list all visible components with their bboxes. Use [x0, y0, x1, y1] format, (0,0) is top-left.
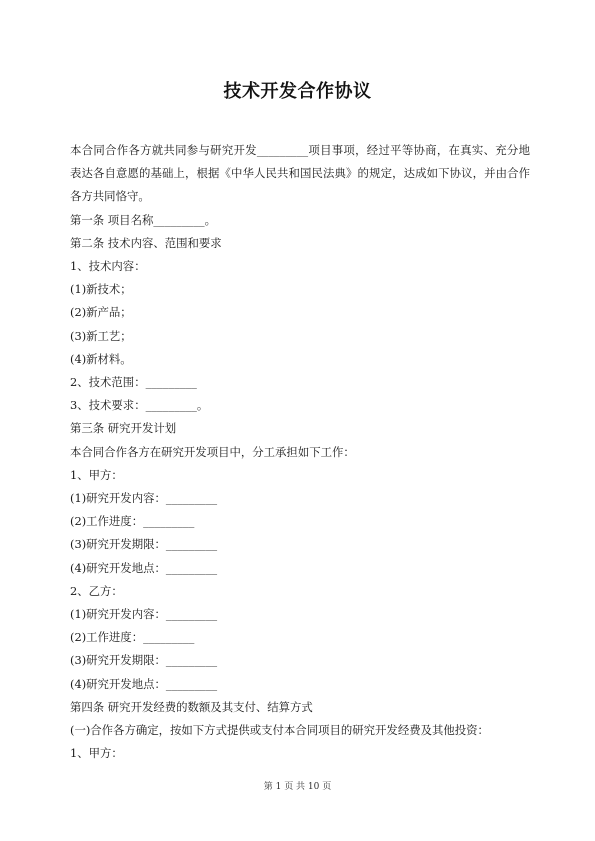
list-item: (1)研究开发内容：_________	[70, 491, 218, 506]
party-b-label: 2、乙方：	[70, 583, 123, 598]
party-a-label: 1、甲方：	[70, 746, 123, 761]
tech-content-label: 1、技术内容：	[70, 259, 146, 274]
document-body	[70, 139, 530, 765]
list-item: (3)研究开发期限：_________	[70, 537, 218, 552]
article-1-heading: 第一条 项目名称_________。	[70, 212, 217, 227]
division-of-work-text: 本合同合作各方在研究开发项目中，分工承担如下工作：	[70, 444, 355, 459]
party-a-label: 1、甲方：	[70, 467, 123, 482]
list-item: (2)新产品；	[70, 305, 132, 320]
list-item: (4)研究开发地点：_________	[70, 560, 218, 575]
article-4-heading: 第四条 研究开发经费的数额及其支付、结算方式	[70, 699, 313, 714]
list-item: (2)工作进度：_________	[70, 514, 195, 529]
list-item: (2)工作进度：_________	[70, 630, 195, 645]
list-item: (1)研究开发内容：_________	[70, 607, 218, 622]
article-3-heading: 第三条 研究开发计划	[70, 421, 177, 436]
funding-clause: (一)合作各方确定，按如下方式提供或支付本合同项目的研究开发经费及其他投资：	[70, 723, 489, 738]
list-item: (1)新技术；	[70, 282, 132, 297]
document-title: 技术开发合作协议	[223, 81, 372, 102]
article-2-heading: 第二条 技术内容、范围和要求	[70, 235, 222, 250]
list-item: (3)新工艺；	[70, 328, 132, 343]
list-item: (4)研究开发地点：_________	[70, 676, 218, 691]
page-footer: 第 1 页 共 10 页	[263, 782, 332, 792]
list-item: (4)新材料。	[70, 351, 132, 366]
tech-scope-line: 2、技术范围：_________	[70, 375, 197, 390]
tech-requirement-line: 3、技术要求：_________。	[70, 398, 209, 413]
intro-paragraph: 本合同合作各方就共同参与研究开发_________项目事项，经过平等协商，在真实、充分地表达各自意愿的基础上，根据《中华人民共和国民法典》的规定，达成如下协议，并由合作各方共同恪守。	[70, 143, 530, 204]
list-item: (3)研究开发期限：_________	[70, 653, 218, 668]
